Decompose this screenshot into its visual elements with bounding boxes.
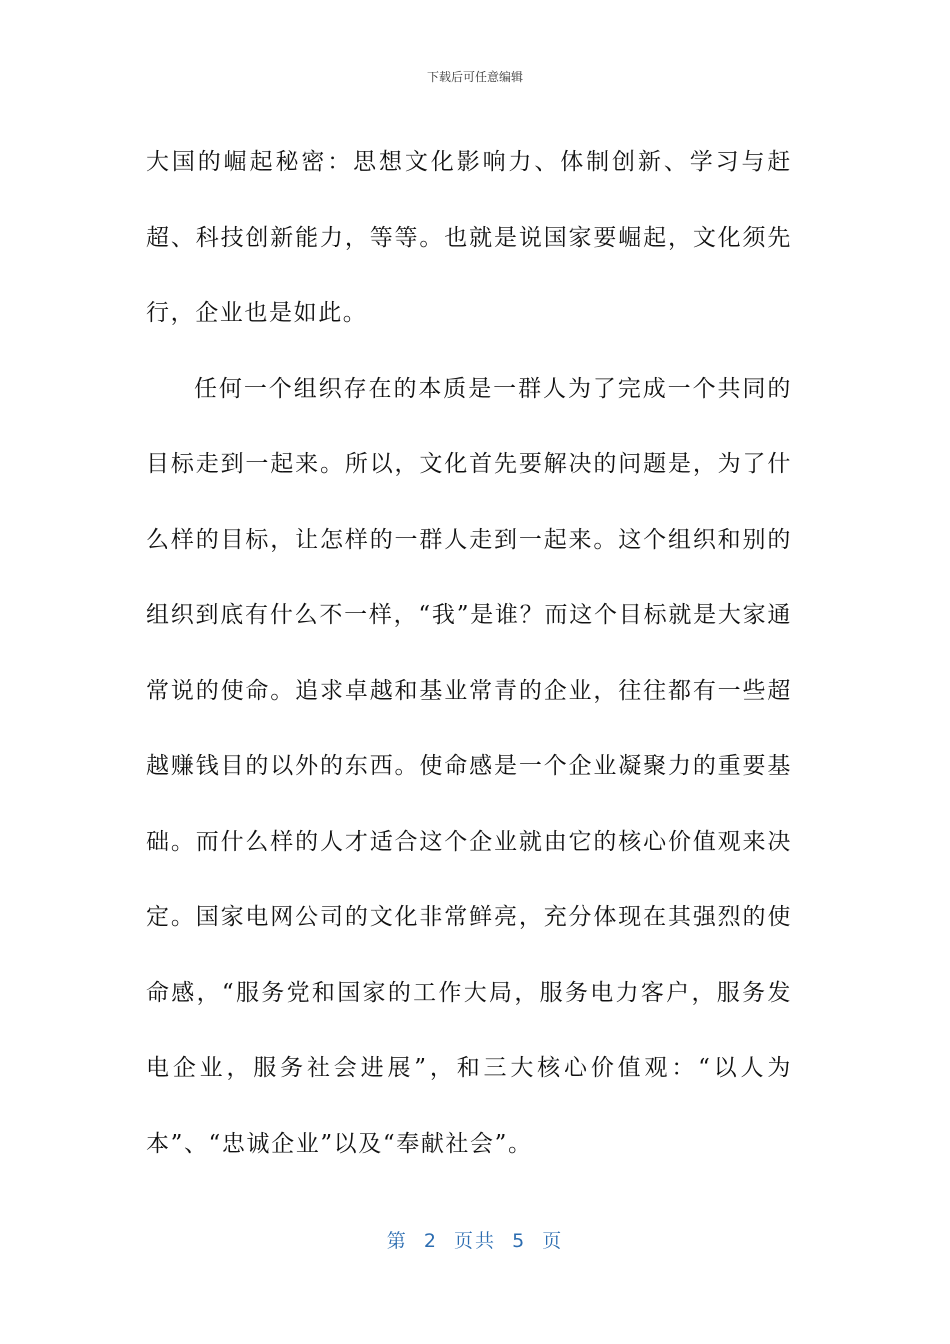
- page-header: [0, 68, 950, 85]
- paragraph-2: 任何一个组织存在的本质是一群人为了完成一个共同的目标走到一起来。所以，文化首先要解决的问题是，为了什么样的目标，让怎样的一群人走到一起来。这个组织和别的组织到底有什么不一样，“我”是谁？而这个目标就是大家通常说的使命。追求卓越和基业常青的企业，往往都有一些超越赚钱目的以外的东西。使命感是一个企业凝聚力的重要基础。而什么样的人才适合这个企业就由它的核心价值观来决定。国家电网公司的文化非常鲜亮，充分体现在其强烈的使命感，“服务党和国家的工作大局，服务电力客户，服务发电企业，服务社会进展”，和三大核心价值观：“以人为本”、“忠诚企业”以及“奉献社会”。: [146, 375, 792, 1157]
- page-footer: [0, 1226, 950, 1253]
- header-note: 下载后可任意编辑: [426, 70, 523, 84]
- page-number-indicator: 第 2 页共 5 页: [386, 1230, 564, 1252]
- paragraph-1: 大国的崛起秘密：思想文化影响力、体制创新、学习与赶超、科技创新能力，等等。也就是说国家要崛起，文化须先行，企业也是如此。: [146, 149, 792, 326]
- document-body: [146, 125, 792, 1182]
